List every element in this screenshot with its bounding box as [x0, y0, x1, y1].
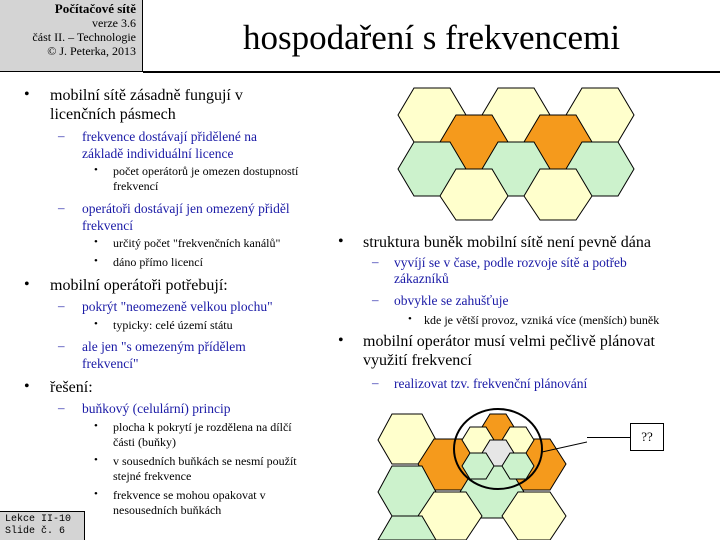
right-b1-d1b: zákazníků	[394, 271, 449, 286]
left-b1-d1-s1b: frekvencí	[113, 179, 159, 193]
left-b1-d2-s2: dáno přímo licencí	[113, 255, 203, 269]
dot-icon: •	[94, 454, 98, 466]
dot-icon: •	[94, 236, 98, 248]
left-b3-d1-s1b: části (buňky)	[113, 435, 176, 449]
left-b2-d1-s1: typicky: celé území státu	[113, 318, 233, 332]
bullet-icon: •	[338, 332, 344, 349]
title-divider	[143, 71, 720, 73]
bullet-icon: •	[24, 86, 30, 103]
dot-icon: •	[94, 164, 98, 176]
dot-icon: •	[94, 318, 98, 330]
dash-icon: –	[58, 298, 65, 313]
dash-icon: –	[372, 254, 379, 269]
left-b2-d1: pokrýt "neomezeně velkou plochu"	[82, 299, 273, 314]
left-b3-d1-s3a: frekvence se mohou opakovat v	[113, 488, 266, 502]
left-b1-d2-s1: určitý počet "frekvenčních kanálů"	[113, 236, 281, 250]
version: verze 3.6	[92, 16, 136, 30]
right-b2-d1: realizovat tzv. frekvenční plánování	[394, 376, 588, 391]
dash-icon: –	[58, 200, 65, 215]
left-b3: řešení:	[50, 379, 93, 396]
left-b3-d1-s2b: stejné frekvence	[113, 469, 192, 483]
dense-cell-diagram	[372, 404, 587, 540]
slide-footer	[0, 511, 85, 540]
slide-label: Slide č. 6	[5, 526, 66, 537]
callout-line	[587, 437, 630, 438]
bullet-icon: •	[24, 276, 30, 293]
cell-grid-diagram	[390, 86, 640, 222]
right-b1-d1a: vyvíjí se v čase, podle rozvoje sítě a potřeb	[394, 255, 627, 270]
left-b3-d1: buňkový (celulární) princip	[82, 401, 231, 416]
part: část II. – Technologie	[32, 30, 136, 44]
course-name: Počítačové sítě	[54, 1, 136, 16]
left-b3-d1-s3b: nesousedních buňkách	[113, 503, 222, 517]
course-info-box	[0, 0, 143, 72]
question-box: ??	[630, 423, 664, 451]
right-b1-d2-s1: kde je větší provoz, vzniká více (menších) buněk	[424, 313, 660, 327]
dash-icon: –	[58, 128, 65, 143]
right-b1-d2: obvykle se zahušťuje	[394, 293, 509, 308]
left-b1b: licenčních pásmech	[50, 106, 176, 123]
dash-icon: –	[372, 292, 379, 307]
author: © J. Peterka, 2013	[47, 44, 136, 58]
left-b1-d2b: frekvencí	[82, 218, 133, 233]
left-b3-d1-s1a: plocha k pokrytí je rozdělena na dílčí	[113, 420, 292, 434]
left-b1-d1-s1a: počet operátorů je omezen dostupností	[113, 164, 299, 178]
left-b1-d1b: základě individuální licence	[82, 146, 234, 161]
dash-icon: –	[58, 338, 65, 353]
left-b1: mobilní sítě zásadně fungují v	[50, 87, 243, 104]
dot-icon: •	[408, 313, 412, 325]
right-b2b: využití frekvencí	[363, 352, 472, 369]
left-b2-d2b: frekvencí"	[82, 356, 139, 371]
page-title: hospodaření s frekvencemi	[242, 18, 621, 57]
dash-icon: –	[58, 400, 65, 415]
left-b1-d1a: frekvence dostávají přidělené na	[82, 129, 258, 144]
right-b2a: mobilní operátor musí velmi pečlivě plánovat	[363, 333, 655, 350]
dot-icon: •	[94, 420, 98, 432]
bullet-icon: •	[338, 233, 344, 250]
dot-icon: •	[94, 255, 98, 267]
left-b3-d1-s2a: v sousedních buňkách se nesmí použít	[113, 454, 297, 468]
dash-icon: –	[372, 375, 379, 390]
dot-icon: •	[94, 488, 98, 500]
right-b1: struktura buněk mobilní sítě není pevně dána	[363, 234, 651, 251]
left-b2-d2a: ale jen "s omezeným přídělem	[82, 339, 246, 354]
left-b1-d2a: operátoři dostávají jen omezený přiděl	[82, 201, 290, 216]
lesson-label: Lekce II-10	[5, 514, 72, 525]
left-b2: mobilní operátoři potřebují:	[50, 277, 228, 294]
bullet-icon: •	[24, 378, 30, 395]
